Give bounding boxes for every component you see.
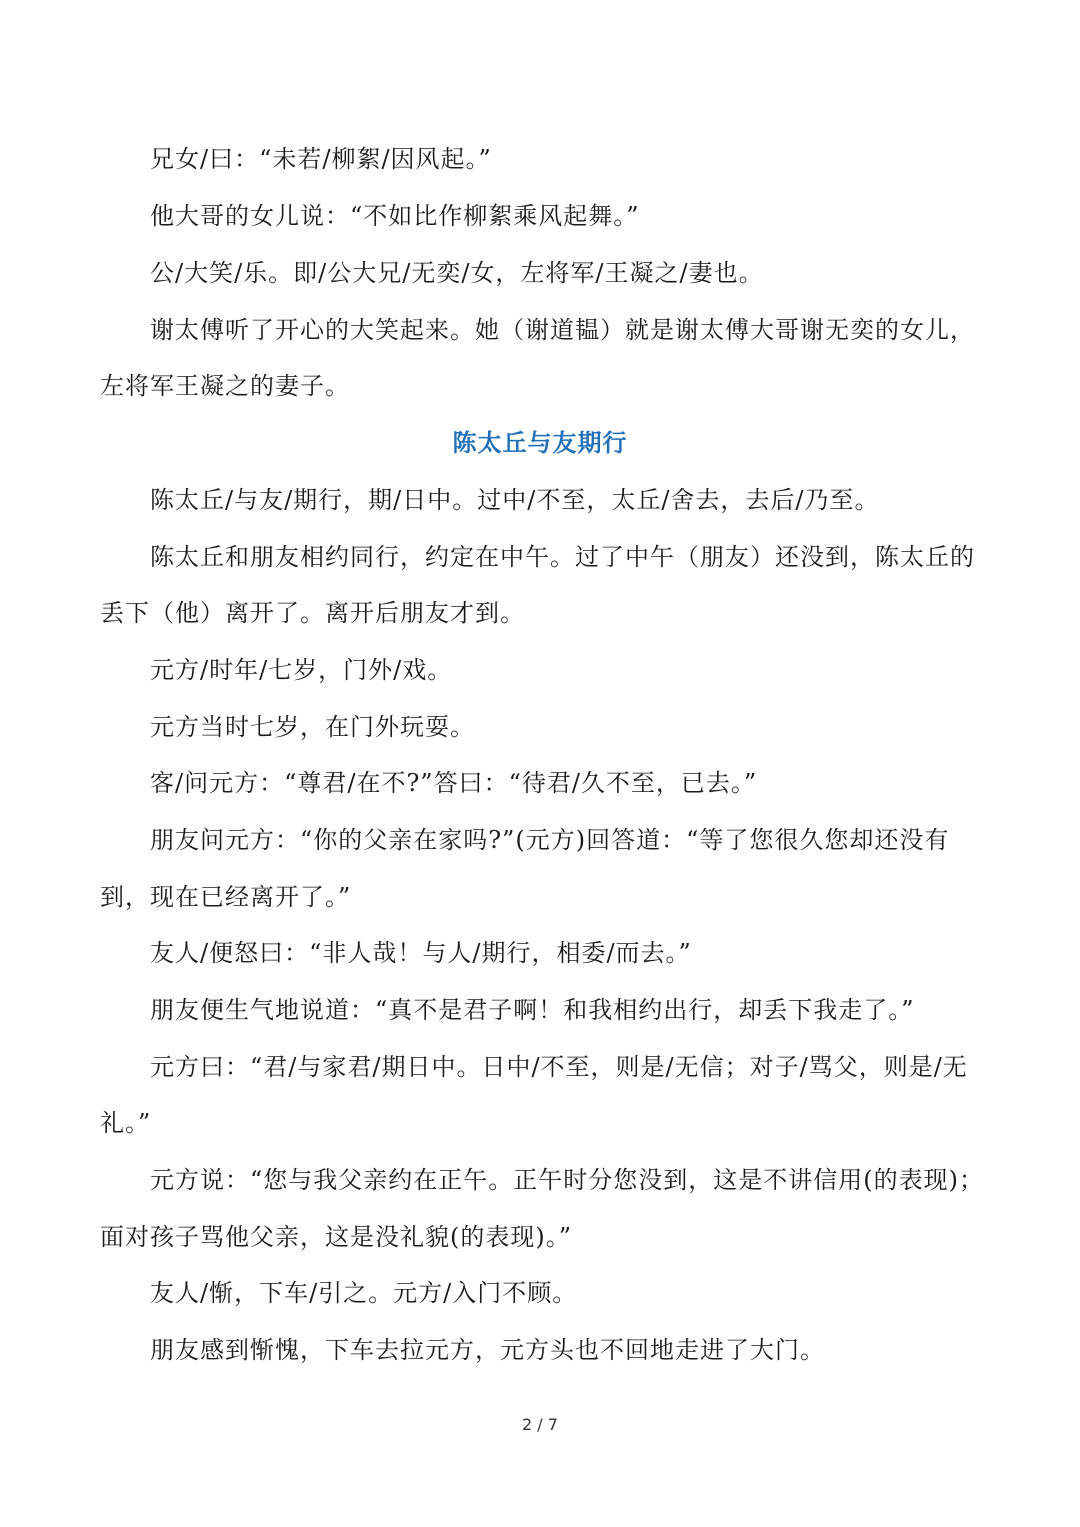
paragraph-line: 友人/惭，下车/引之。元方/入门不顾。 <box>150 1279 578 1307</box>
paragraph-line: 左将军王凝之的妻子。 <box>100 372 350 400</box>
paragraph-line: 陈太丘/与友/期行，期/日中。过中/不至，太丘/舍去，去后/乃至。 <box>150 486 880 514</box>
paragraph-line: 礼。” <box>100 1109 152 1137</box>
paragraph-line: 元方说：“您与我父亲约在正午。正午时分您没到，这是不讲信用(的表现)； <box>150 1166 984 1194</box>
paragraph-line: 元方/时年/七岁，门外/戏。 <box>150 656 453 684</box>
paragraph-line: 朋友感到惭愧，下车去拉元方，元方头也不回地走进了大门。 <box>150 1336 825 1364</box>
paragraph-line: 朋友问元方：“你的父亲在家吗?”(元方)回答道：“等了您很久您却还没有 <box>150 826 950 854</box>
page-number: 2 / 7 <box>522 1415 558 1434</box>
paragraph-line: 他大哥的女儿说：“不如比作柳絮乘风起舞。” <box>150 202 640 230</box>
paragraph-line: 公/大笑/乐。即/公大兄/无奕/女，左将军/王凝之/妻也。 <box>150 259 764 287</box>
paragraph-line: 谢太傅听了开心的大笑起来。她（谢道韫）就是谢太傅大哥谢无奕的女儿， <box>150 316 975 344</box>
paragraph-line: 友人/便怒曰：“非人哉！与人/期行，相委/而去。” <box>150 939 692 967</box>
paragraph-line: 面对孩子骂他父亲，这是没礼貌(的表现)。” <box>100 1223 572 1251</box>
paragraph-line: 客/问元方：“尊君/在不?”答曰：“待君/久不至，已去。” <box>150 769 758 797</box>
paragraph-line: 陈太丘和朋友相约同行，约定在中午。过了中午（朋友）还没到，陈太丘的 <box>150 543 975 571</box>
section-title: 陈太丘与友期行 <box>452 428 628 457</box>
paragraph-line: 兄女/曰：“未若/柳絮/因风起。” <box>150 145 492 173</box>
paragraph-line: 到，现在已经离开了。” <box>100 883 352 911</box>
paragraph-line: 朋友便生气地说道：“真不是君子啊！和我相约出行，却丢下我走了。” <box>150 996 915 1024</box>
paragraph-line: 丢下（他）离开了。离开后朋友才到。 <box>100 599 525 627</box>
paragraph-line: 元方曰：“君/与家君/期日中。日中/不至，则是/无信；对子/骂父，则是/无 <box>150 1053 968 1081</box>
paragraph-line: 元方当时七岁，在门外玩耍。 <box>150 713 475 741</box>
